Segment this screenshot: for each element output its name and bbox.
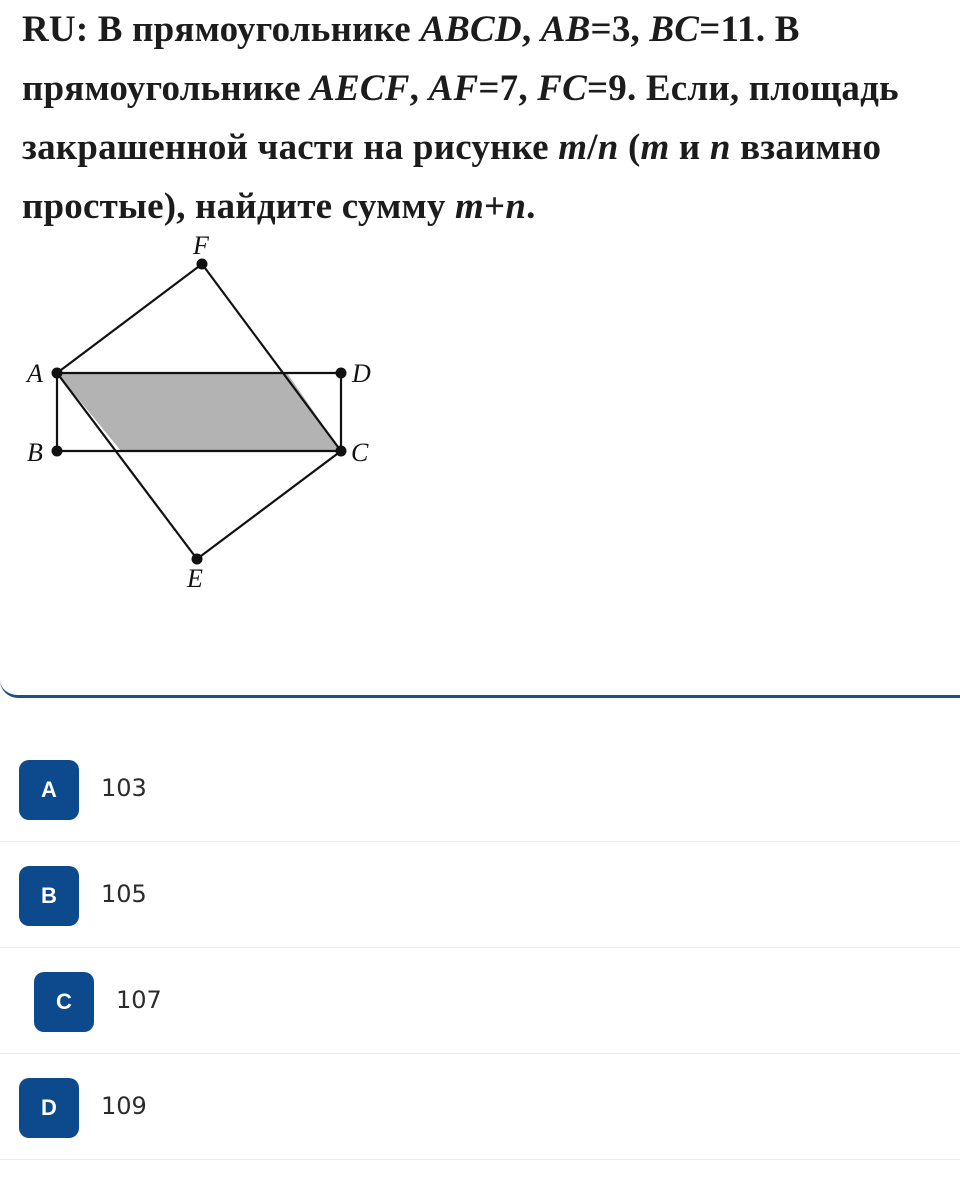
- answer-option-c[interactable]: [0, 948, 960, 1054]
- question-text-segment: +: [484, 186, 506, 227]
- question-text-segment: ,: [521, 9, 541, 50]
- question-math-segment: m: [558, 127, 588, 168]
- answer-letter-badge[interactable]: A: [19, 760, 79, 820]
- point-e: [192, 554, 203, 565]
- question-math-segment: n: [709, 127, 731, 168]
- question-math-segment: m: [640, 127, 670, 168]
- answer-list: [0, 736, 960, 1160]
- question-math-segment: n: [505, 186, 527, 227]
- label-d: D: [352, 359, 371, 388]
- answer-option-a[interactable]: [0, 736, 960, 842]
- question-text-segment: =7,: [478, 68, 538, 109]
- answer-value: 107: [116, 986, 162, 1014]
- label-e: E: [187, 564, 203, 593]
- question-math-segment: ABCD: [420, 9, 522, 50]
- question-math-segment: m: [455, 186, 485, 227]
- label-c: C: [351, 438, 369, 467]
- question-text-segment: =11. В прямоугольнике: [22, 9, 800, 109]
- answer-letter-badge[interactable]: B: [19, 866, 79, 926]
- question-math-segment: BC: [649, 9, 700, 50]
- question-math-segment: n: [597, 127, 619, 168]
- point-d: [336, 368, 347, 379]
- question-math-segment: AB: [540, 9, 591, 50]
- point-a: [52, 368, 63, 379]
- question-text-segment: =3,: [590, 9, 650, 50]
- question-text-segment: /: [587, 127, 598, 168]
- answer-option-d[interactable]: [0, 1054, 960, 1160]
- label-b: B: [27, 438, 43, 467]
- question-text-segment: и: [669, 127, 710, 168]
- shaded-region: [57, 373, 341, 451]
- answer-letter-badge[interactable]: D: [19, 1078, 79, 1138]
- question-math-segment: AECF: [310, 68, 410, 109]
- answer-value: 105: [101, 880, 147, 908]
- question-math-segment: AF: [428, 68, 479, 109]
- question-text-segment: взаимно простые), найдите сумму: [22, 127, 882, 227]
- label-f: F: [193, 231, 209, 260]
- label-a: A: [27, 359, 43, 388]
- question-text: [22, 0, 952, 236]
- point-b: [52, 446, 63, 457]
- answer-option-b[interactable]: [0, 842, 960, 948]
- question-math-segment: FC: [537, 68, 587, 109]
- question-text-segment: ,: [409, 68, 429, 109]
- question-text-segment: (: [618, 127, 641, 168]
- question-text-segment: .: [526, 186, 536, 227]
- answer-letter-badge[interactable]: C: [34, 972, 94, 1032]
- point-f: [197, 259, 208, 270]
- question-text-segment: RU: В прямоугольнике: [22, 9, 421, 50]
- geometry-figure: [0, 225, 420, 605]
- answer-value: 109: [101, 1092, 147, 1120]
- question-text-segment: =9. Если, площадь закрашенной части на рисунке: [22, 68, 899, 168]
- point-c: [336, 446, 347, 457]
- answer-value: 103: [101, 774, 147, 802]
